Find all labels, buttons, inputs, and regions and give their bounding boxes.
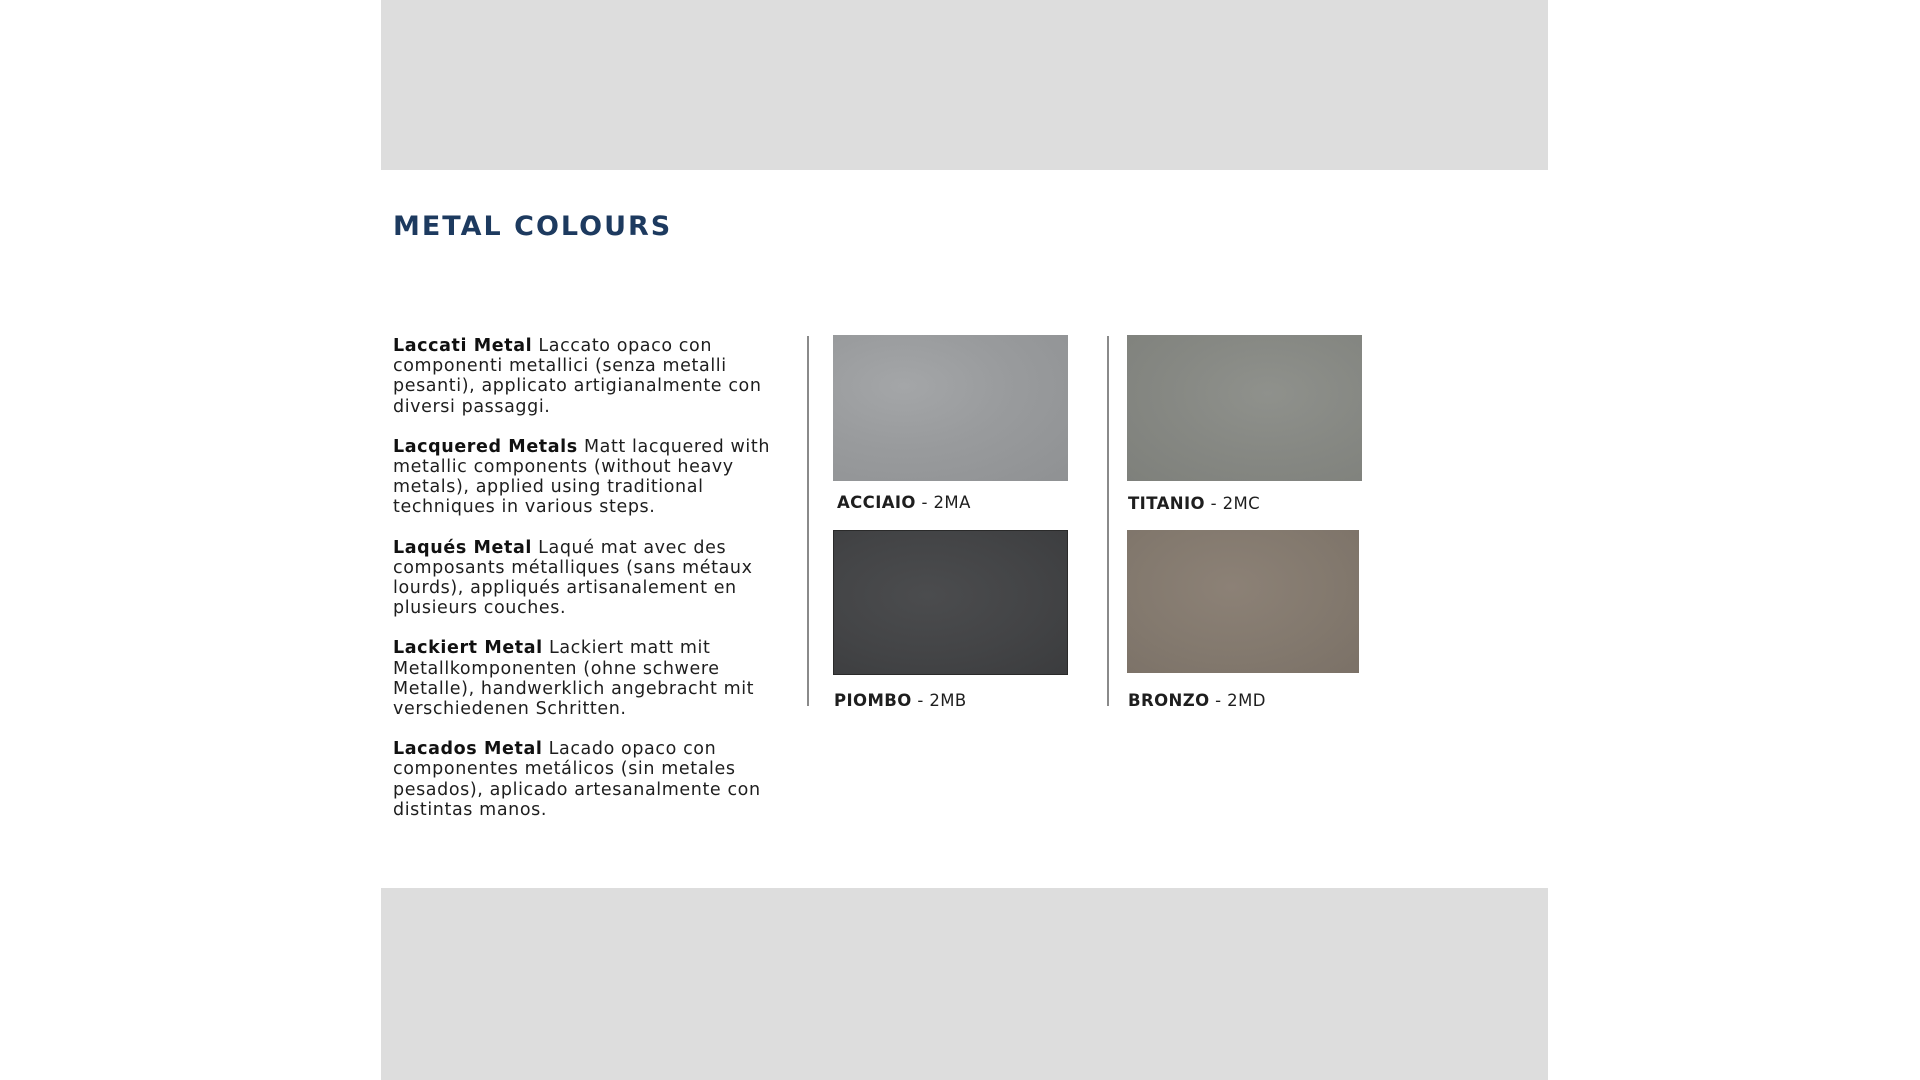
description-spanish [393,739,783,820]
swatch-code: - 2MB [917,691,967,710]
description-text: Matt lacquered with metallic components (without heavy metals), applied using traditional techniques in various steps. [393,436,771,518]
swatch-label-titanio [1128,494,1260,513]
description-french [393,538,783,619]
column-divider [1107,336,1109,706]
description-text: Lackiert matt mit Metallkomponenten (ohne schwere Metalle), handwerklich angebracht mit verschiedenen Schritten. [393,638,755,720]
description-text: Laccato opaco con componenti metallici (senza metalli pesanti), applicato artigianalmente con diversi passaggi. [393,336,762,417]
description-german [393,638,783,719]
swatch-name: BRONZO [1128,691,1210,710]
swatch-code: - 2MD [1215,691,1266,710]
swatch-code: - 2MC [1210,494,1261,513]
swatch-label-piombo [834,691,967,710]
swatch-name: PIOMBO [834,691,912,710]
description-name: Lacquered Metals [393,436,578,457]
column-divider [807,336,809,706]
description-text: Laqué mat avec des composants métalliques (sans métaux lourds), appliqués artisanalement en plusieurs couches. [393,537,753,619]
description-italian [393,336,783,417]
swatch-name: TITANIO [1128,494,1205,513]
bottom-image-placeholder [381,888,1548,1080]
description-name: Lackiert Metal [393,638,543,659]
swatch-piombo [833,530,1068,675]
swatch-acciaio [833,335,1068,481]
description-english [393,437,783,518]
swatch-code: - 2MA [921,493,971,512]
finish-descriptions [393,336,783,840]
description-name: Laqués Metal [393,537,532,558]
description-name: Lacados Metal [393,739,543,760]
description-text: Lacado opaco con componentes metálicos (sin metales pesados), aplicado artesanalmente con distintas manos. [393,739,761,820]
swatch-titanio [1127,335,1362,481]
swatch-label-bronzo [1128,691,1266,710]
page-title: METAL COLOURS [393,211,673,242]
swatch-bronzo [1127,530,1359,673]
swatch-name: ACCIAIO [837,493,916,512]
swatch-label-acciaio [837,493,971,512]
description-name: Laccati Metal [393,336,533,356]
top-image-placeholder [381,0,1548,170]
